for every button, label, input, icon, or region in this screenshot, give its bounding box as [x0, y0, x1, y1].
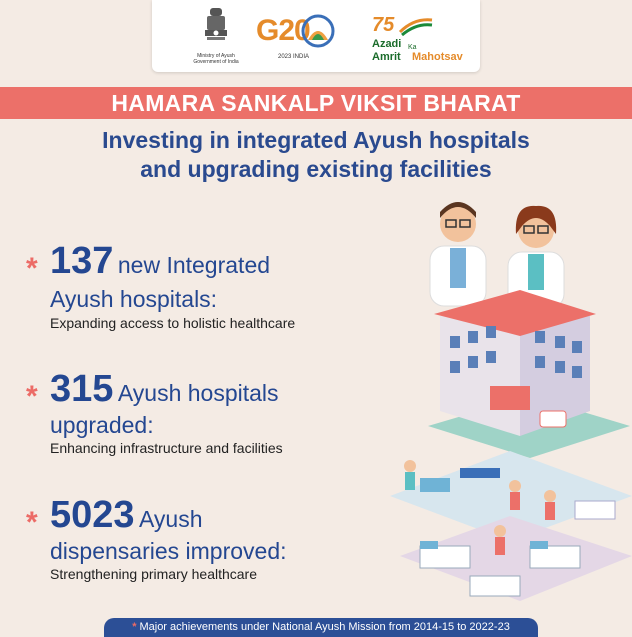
- stat-detail: Enhancing infrastructure and facilities: [50, 440, 283, 456]
- g20-caption: 2023 INDIA: [278, 54, 310, 60]
- footer-text: Major achievements under National Ayush Mission from 2014-15 to 2022-23: [139, 621, 510, 633]
- footer-star-icon: *: [132, 621, 137, 633]
- stat-number: 5023: [50, 494, 135, 536]
- azadi-line1: Azadi: [372, 38, 402, 50]
- title-banner: HAMARA SANKALP VIKSIT BHARAT: [0, 87, 632, 119]
- stat-heading-line-2: upgraded:: [50, 412, 154, 438]
- doctor-male-icon: [430, 202, 486, 306]
- stat-number: 137: [50, 240, 114, 282]
- logo-card: [152, 0, 480, 72]
- g20-logo: [256, 14, 346, 64]
- hospital-beds-icon: [400, 516, 632, 601]
- g20-word: G20: [256, 14, 310, 47]
- azadi-75: 75: [372, 14, 395, 36]
- star-icon: *: [26, 506, 38, 539]
- azadi-ka: Ka: [408, 44, 417, 51]
- stat-number: 315: [50, 368, 114, 410]
- stat-heading-line-2: Ayush hospitals:: [50, 286, 218, 312]
- azadi-ka-amrit-mahotsav-logo: [368, 14, 468, 68]
- stat-heading-line-1: Ayush hospitals: [117, 380, 279, 406]
- g20-lotus-icon: [298, 14, 338, 48]
- stat-heading-line-1: new Integrated: [117, 252, 271, 278]
- star-icon: *: [26, 252, 38, 285]
- hospital-illustration: [390, 196, 632, 616]
- subtitle-line-2: and upgrading existing facilities: [140, 156, 492, 182]
- star-icon: *: [26, 380, 38, 413]
- azadi-line2a: Amrit: [372, 51, 401, 63]
- stat-heading-line-2: dispensaries improved:: [50, 538, 287, 564]
- emblem-icon: [201, 6, 231, 48]
- emblem-caption-1: Ministry of Ayush: [197, 53, 235, 59]
- subtitle: [0, 126, 632, 184]
- flag-swoosh-icon: [398, 16, 434, 38]
- footer-note: [104, 618, 538, 637]
- subtitle-line-1: Investing in integrated Ayush hospitals: [102, 127, 530, 153]
- stat-heading-line-1: Ayush: [139, 506, 203, 532]
- national-emblem: [192, 6, 240, 68]
- stat-detail: Strengthening primary healthcare: [50, 566, 258, 582]
- azadi-line2b: Mahotsav: [412, 51, 463, 63]
- stat-detail: Expanding access to holistic healthcare: [50, 315, 296, 331]
- hospital-building-icon: [428, 290, 630, 458]
- emblem-caption-2: Government of India: [193, 59, 239, 65]
